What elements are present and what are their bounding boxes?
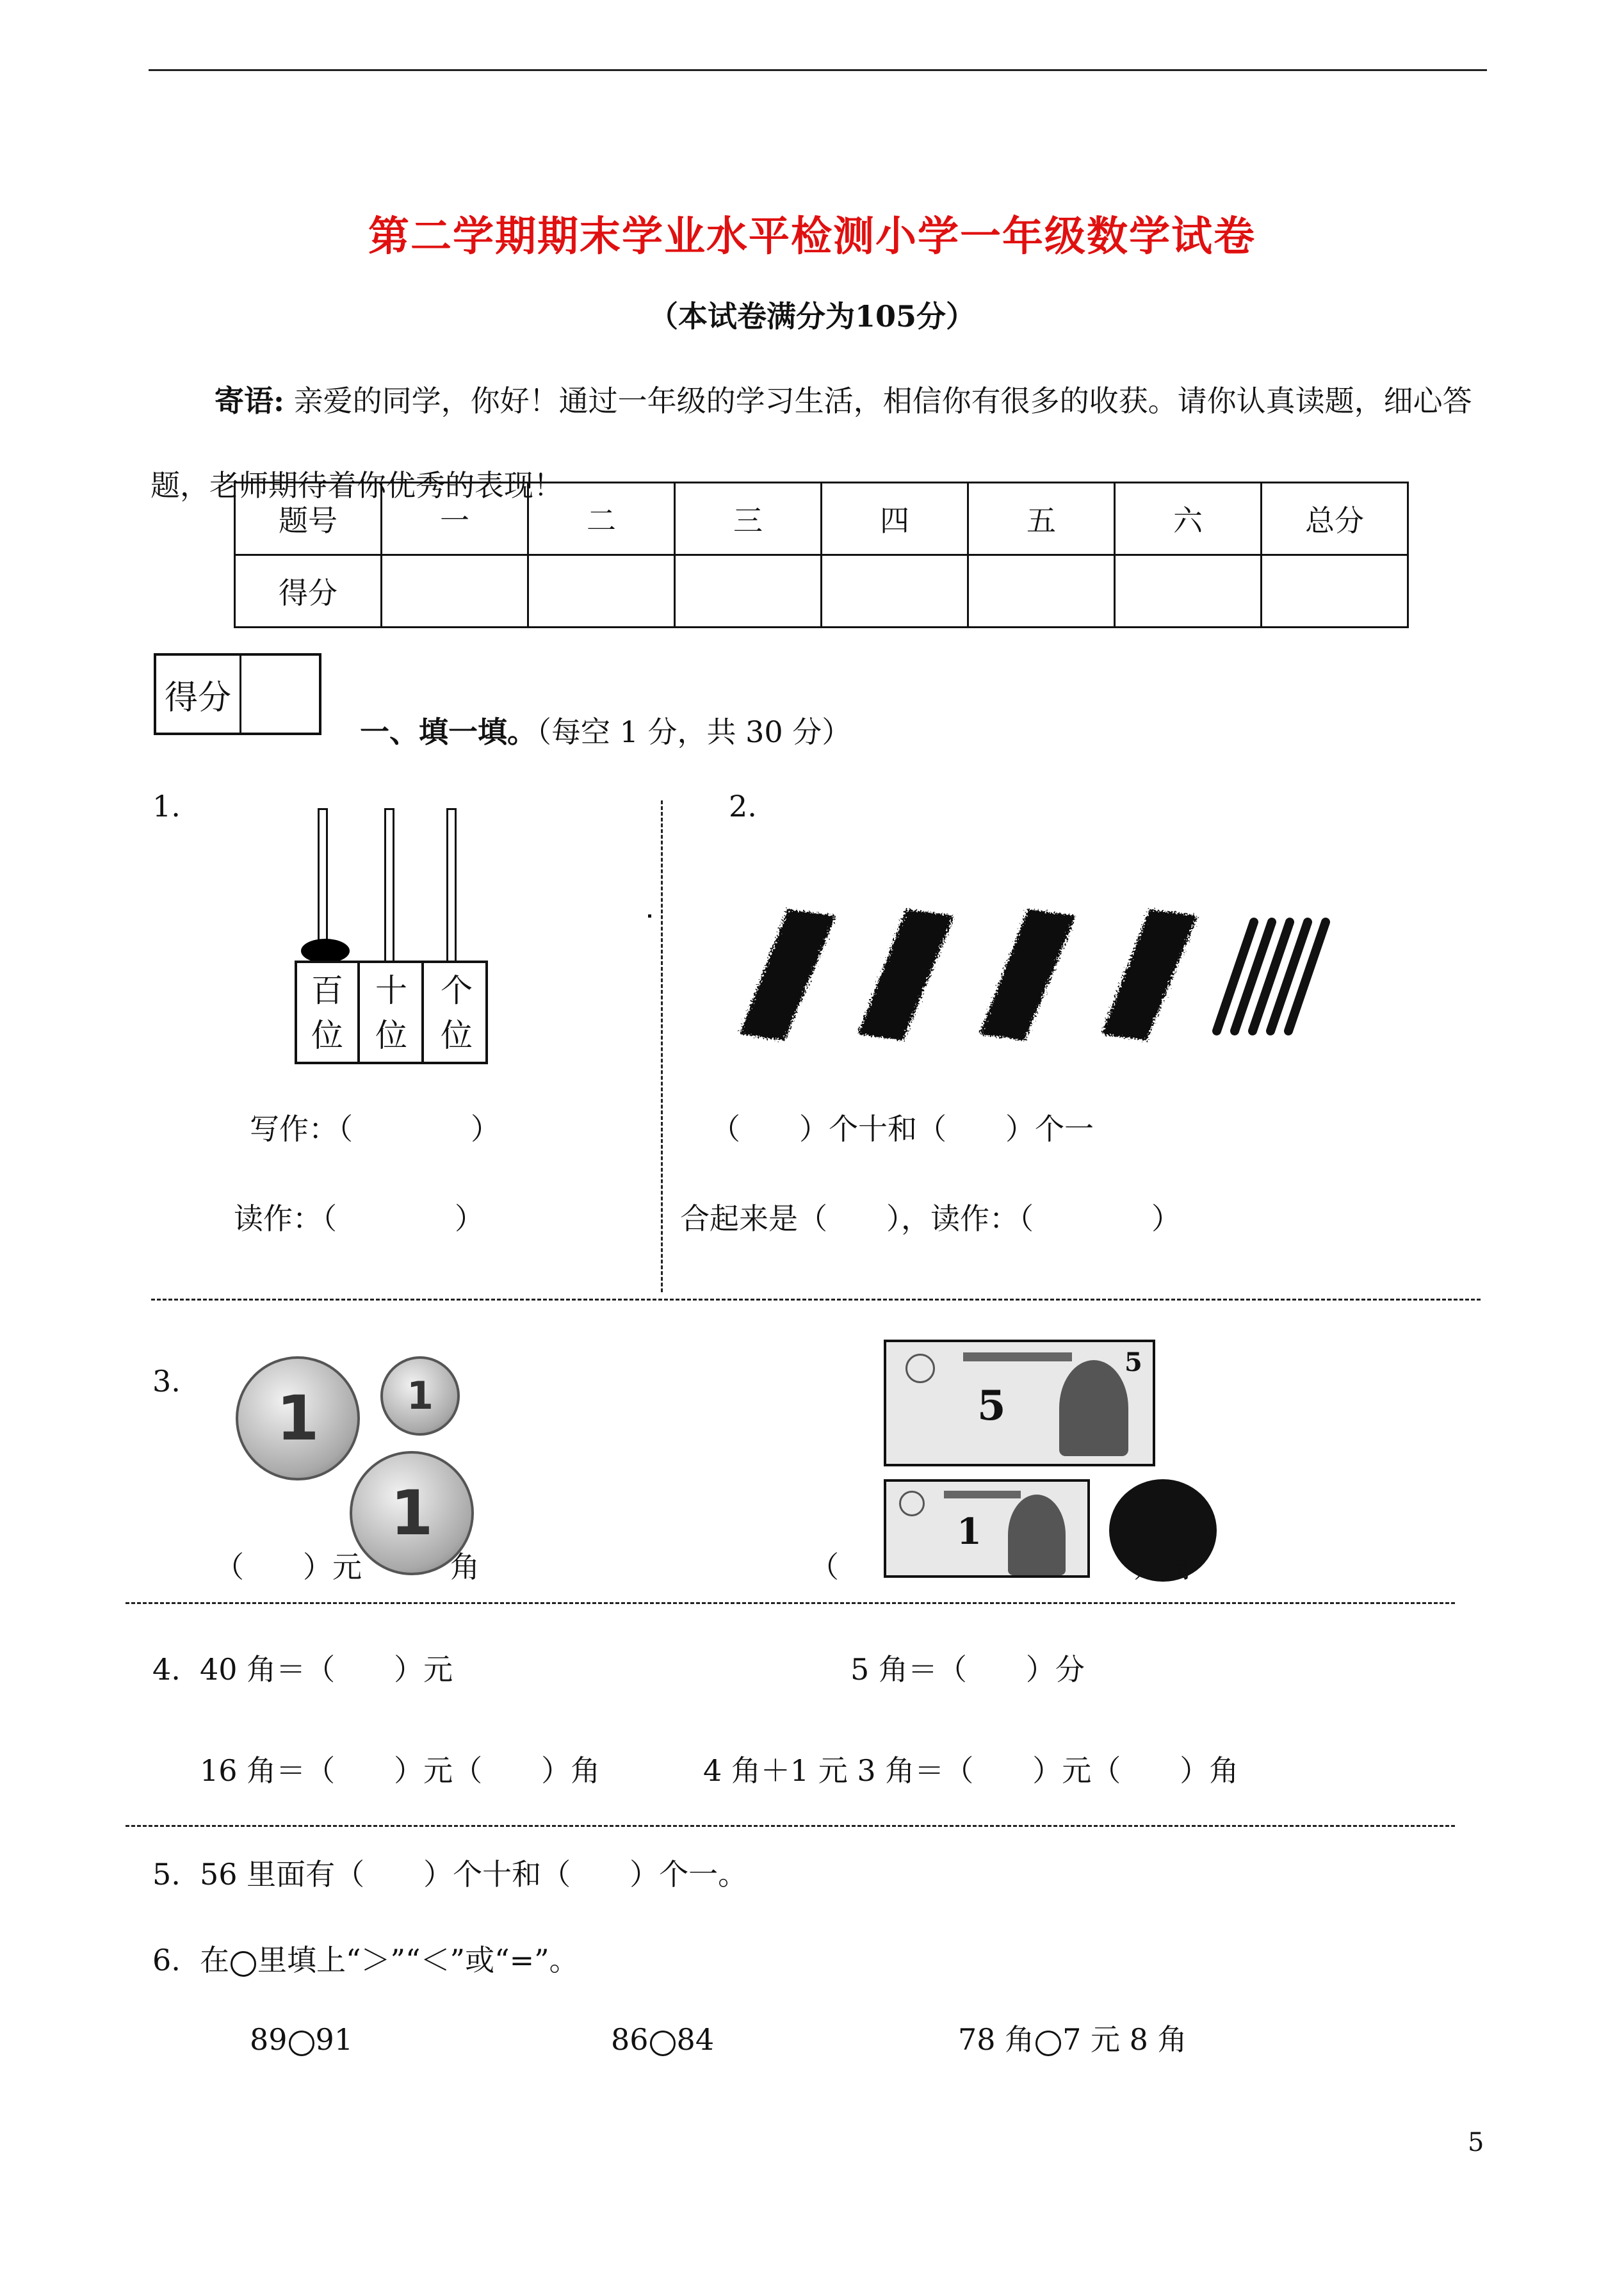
- q4-number: 4.: [152, 1652, 181, 1687]
- section-score-box: [154, 653, 321, 735]
- banknote-5-yuan-icon: [884, 1340, 1155, 1466]
- score-table-cell: 总分: [1262, 483, 1408, 555]
- top-rule: [149, 69, 1487, 71]
- note-value: 5: [977, 1382, 1006, 1430]
- compare-circle-icon: [231, 1951, 256, 1977]
- note-value: 1: [957, 1511, 982, 1553]
- section1-heading: [360, 717, 851, 747]
- place-char: 十: [375, 972, 407, 1009]
- score-entry-cell[interactable]: [1115, 555, 1262, 628]
- score-entry-cell[interactable]: [968, 555, 1115, 628]
- single-stick-1: [1217, 922, 1254, 1031]
- emblem-icon: [899, 1491, 925, 1516]
- compare-right: 84: [676, 2022, 715, 2057]
- abacus-bead: [301, 939, 350, 963]
- score-entry-cell[interactable]: [382, 555, 528, 628]
- bundle-3: [980, 909, 1076, 1041]
- compare-left: 78 角: [958, 2022, 1035, 2057]
- single-stick-4: [1271, 922, 1308, 1031]
- section1-title: 一、填一填。: [360, 715, 537, 749]
- section-divider: [126, 1602, 1455, 1604]
- section-score-label: 得分: [156, 656, 241, 733]
- score-table-header-row: [235, 483, 1408, 555]
- q6-number: 6.: [152, 1943, 181, 1977]
- q6-item: [611, 2022, 715, 2057]
- abacus-rod-ones: [446, 808, 457, 963]
- q4-item[interactable]: 40 角＝（ ）元: [200, 1652, 453, 1687]
- emblem-icon: [905, 1354, 935, 1383]
- bank-name-bar: [944, 1491, 1021, 1498]
- q2-number: 2.: [729, 789, 757, 823]
- q4-item[interactable]: 4 角＋1 元 3 角＝（ ）元（ ）角: [703, 1753, 1239, 1788]
- q1-read-line[interactable]: 读作：（ ）: [234, 1201, 484, 1236]
- place-char: 位: [311, 1017, 343, 1054]
- single-stick-2: [1235, 922, 1272, 1031]
- score-entry-cell[interactable]: [528, 555, 675, 628]
- q6-instruction: [200, 1945, 579, 1977]
- intro-text: 亲爱的同学，你好！通过一年级的学习生活，相信你有很多的收获。请你认真读题，细心答题，老师期待着你优秀的表现！: [150, 384, 1472, 503]
- place-char: 百: [311, 972, 343, 1009]
- place-hundreds: [297, 963, 360, 1062]
- q5-text[interactable]: 56 里面有（ ）个十和（ ）个一。: [200, 1857, 748, 1892]
- section1-note: （每空 1 分，共 30 分）: [537, 715, 852, 749]
- page-number: 5: [1468, 2128, 1484, 2157]
- q3-right-answer[interactable]: （ ）角: [809, 1550, 1192, 1584]
- coin-value: 1: [276, 1383, 320, 1454]
- place-ones: [425, 963, 488, 1062]
- single-stick-3: [1253, 922, 1290, 1031]
- place-tens: [361, 963, 424, 1062]
- q4-item[interactable]: 16 角＝（ ）元（ ）角: [200, 1753, 601, 1788]
- coin-1-jiao-icon: [380, 1356, 460, 1436]
- compare-right: 7 元 8 角: [1062, 2022, 1187, 2057]
- intro-message: 寄语: 亲爱的同学，你好！通过一年级的学习生活，相信你有很多的收获。请你认真读题，细心答题，老师期待着你优秀的表现！: [150, 384, 1472, 503]
- q2-line2[interactable]: 合起来是（ ），读作：（ ）: [680, 1201, 1181, 1236]
- coin-value: 1: [390, 1477, 434, 1549]
- page-subtitle: （本试卷满分为105分）: [648, 299, 976, 334]
- q1-write-line[interactable]: 写作：（ ）: [250, 1112, 500, 1146]
- compare-left: 89: [250, 2022, 288, 2057]
- score-table-cell: 六: [1115, 483, 1262, 555]
- score-table-cell: 五: [968, 483, 1115, 555]
- q5-number: 5.: [152, 1857, 181, 1892]
- score-table-cell: 题号: [235, 483, 382, 555]
- score-entry-cell[interactable]: [675, 555, 822, 628]
- compare-circle-input[interactable]: [650, 2031, 676, 2056]
- score-table: [234, 482, 1409, 628]
- q6-suffix: 里填上“＞”“＜”或“=”。: [257, 1943, 579, 1977]
- score-table-score-row: [235, 555, 1408, 628]
- q6-prefix: 在: [200, 1943, 229, 1977]
- score-table-cell: 三: [675, 483, 822, 555]
- place-char: 位: [441, 1017, 473, 1054]
- stray-dot: [648, 914, 651, 918]
- compare-right: 91: [315, 2022, 353, 2057]
- section-divider: [126, 1825, 1455, 1827]
- compare-circle-input[interactable]: [1035, 2031, 1061, 2056]
- place-char: 位: [375, 1017, 407, 1054]
- q3-number: 3.: [152, 1364, 181, 1399]
- score-entry-cell[interactable]: [1262, 555, 1408, 628]
- compare-left: 86: [611, 2022, 649, 2057]
- bank-name-bar: [963, 1352, 1072, 1361]
- q1-number: 1.: [152, 789, 181, 823]
- compare-circle-input[interactable]: [289, 2031, 314, 2056]
- page-title: 第二学期期末学业水平检测小学一年级数学试卷: [368, 213, 1256, 261]
- q3-left-answer[interactable]: （ ）元 角: [215, 1550, 480, 1584]
- q4-item[interactable]: 5 角＝（ ）分: [850, 1652, 1085, 1687]
- q6-item: [250, 2022, 353, 2057]
- note-value-corner: 5: [1125, 1347, 1142, 1377]
- q2-line1[interactable]: （ ）个十和（ ）个一: [711, 1112, 1094, 1146]
- q6-item: [958, 2022, 1187, 2057]
- place-value-box: [295, 961, 488, 1064]
- abacus-rod-tens: [384, 808, 394, 963]
- column-divider: [661, 800, 663, 1292]
- score-table-cell: 一: [382, 483, 528, 555]
- portrait-icon: [1059, 1360, 1128, 1456]
- intro-label: 寄语: [215, 384, 273, 418]
- coin-1-yuan-icon: [236, 1356, 360, 1480]
- bundles-of-ten-icon: [730, 896, 1370, 1050]
- bundle-4: [1101, 909, 1198, 1041]
- section-divider: [151, 1299, 1481, 1301]
- score-table-cell: 二: [528, 483, 675, 555]
- bundle-2: [858, 909, 954, 1041]
- coin-value: 1: [407, 1374, 434, 1418]
- single-stick-5: [1288, 922, 1326, 1031]
- place-char: 个: [441, 972, 473, 1009]
- score-table-cell: 四: [822, 483, 968, 555]
- score-entry-cell[interactable]: [822, 555, 968, 628]
- score-table-cell: 得分: [235, 555, 382, 628]
- bundle-1: [740, 909, 836, 1041]
